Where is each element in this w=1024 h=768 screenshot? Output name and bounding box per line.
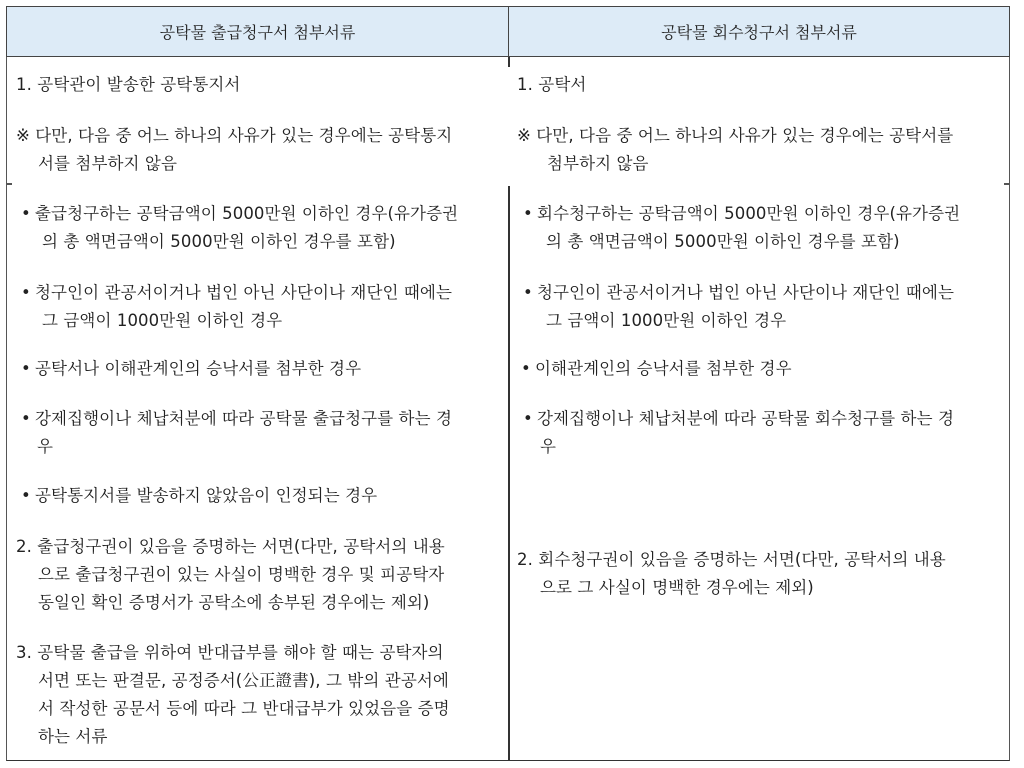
left-bullet-1 (21, 199, 458, 228)
bullet-mark: • (523, 204, 533, 223)
bullet-mark: • (21, 359, 31, 378)
bullet-mark: • (21, 283, 31, 302)
bullet-mark: • (523, 283, 533, 302)
row-tick-left (6, 183, 12, 185)
right-bullet-4-line-1: 강제집행이나 체납처분에 따라 공탁물 회수청구를 하는 경 (537, 409, 955, 428)
right-bullet-2-line-2: 그 금액이 1000만원 이하인 경우 (546, 311, 787, 330)
right-bullet-2-line-1: 청구인이 관공서이거나 법인 아닌 사단이나 재단인 때에는 (537, 283, 955, 302)
right-note-line-1: ※ 다만, 다음 중 어느 하나의 사유가 있는 경우에는 공탁서를 (517, 126, 954, 145)
left-bullet-5 (21, 481, 377, 510)
row-tick-right (1004, 183, 1010, 185)
left-bullet-4-line-1: 강제집행이나 체납처분에 따라 공탁물 출급청구를 하는 경 (35, 409, 453, 428)
left-item-3-line-2: 서면 또는 판결문, 공정증서(公正證書), 그 밖의 관공서에 (38, 671, 449, 690)
left-note-line-2: 서를 첨부하지 않음 (38, 154, 178, 173)
left-note-line-1: ※ 다만, 다음 중 어느 하나의 사유가 있는 경우에는 공탁통지 (16, 126, 453, 145)
left-item-2-line-1: 2. 출급청구권이 있음을 증명하는 서면(다만, 공탁서의 내용 (16, 537, 445, 556)
right-bullet-3 (521, 354, 792, 383)
left-item-3-line-4: 하는 서류 (38, 727, 108, 746)
right-bullet-1 (523, 199, 960, 228)
left-bullet-4-line-2: 우 (37, 437, 54, 456)
bullet-mark: • (21, 486, 31, 505)
right-bullet-2 (523, 278, 954, 307)
left-item-2-line-3: 동일인 확인 증명서가 공탁소에 송부된 경우에는 제외) (38, 593, 430, 612)
right-bullet-1-line-1: 회수청구하는 공탁금액이 5000만원 이하인 경우(유가증권 (537, 204, 961, 223)
right-bullet-3-line-1: 이해관계인의 승낙서를 첨부한 경우 (535, 359, 792, 378)
left-item-3-line-1: 3. 공탁물 출급을 위하여 반대급부를 해야 할 때는 공탁자의 (16, 643, 444, 662)
bullet-mark: • (21, 409, 31, 428)
right-item-2-line-1: 2. 회수청구권이 있음을 증명하는 서면(다만, 공탁서의 내용 (517, 550, 946, 569)
right-item-2-line-2: 으로 그 사실이 명백한 경우에는 제외) (540, 578, 814, 597)
left-bullet-2-line-2: 그 금액이 1000만원 이하인 경우 (42, 311, 283, 330)
left-item-3-line-3: 서 작성한 공문서 등에 따라 그 반대급부가 있었음을 증명 (38, 699, 450, 718)
right-item-1: 1. 공탁서 (517, 75, 587, 94)
header-recovery-claim: 공탁물 회수청구서 첨부서류 (508, 6, 1010, 57)
column-divider (508, 186, 510, 761)
left-bullet-4 (21, 404, 452, 433)
left-bullet-2-line-1: 청구인이 관공서이거나 법인 아닌 사단이나 재단인 때에는 (35, 283, 453, 302)
left-bullet-1-line-2: 의 총 액면금액이 5000만원 이하인 경우를 포함) (42, 232, 396, 251)
left-bullet-3 (21, 354, 361, 383)
right-bullet-4-line-2: 우 (540, 437, 557, 456)
left-bullet-1-line-1: 출급청구하는 공탁금액이 5000만원 이하인 경우(유가증권 (35, 204, 459, 223)
bullet-mark: • (21, 204, 31, 223)
bullet-mark: • (523, 409, 533, 428)
right-bullet-4 (523, 404, 954, 433)
left-bullet-5-line-1: 공탁통지서를 발송하지 않았음이 인정되는 경우 (35, 486, 378, 505)
left-item-2-line-2: 으로 출급청구권이 있는 사실이 명백한 경우 및 피공탁자 (38, 565, 445, 584)
right-bullet-1-line-2: 의 총 액면금액이 5000만원 이하인 경우를 포함) (546, 232, 900, 251)
left-bullet-3-line-1: 공탁서나 이해관계인의 승낙서를 첨부한 경우 (35, 359, 362, 378)
left-item-1: 1. 공탁관이 발송한 공탁통지서 (16, 75, 241, 94)
header-payout-claim: 공탁물 출급청구서 첨부서류 (6, 6, 509, 57)
bullet-mark: • (521, 359, 531, 378)
left-bullet-2 (21, 278, 452, 307)
column-divider-top (508, 57, 510, 67)
right-note-line-2: 첨부하지 않음 (547, 154, 649, 173)
